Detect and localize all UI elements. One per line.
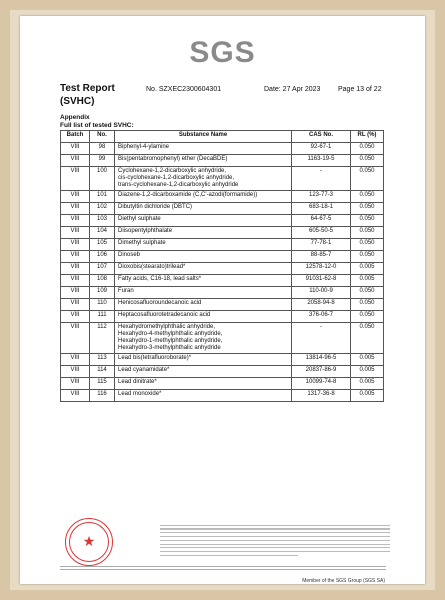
- cell-batch: VIII: [61, 390, 90, 402]
- cell-batch: VIII: [61, 251, 90, 263]
- cell-no: 101: [90, 191, 115, 203]
- cell-cas: 123-77-3: [292, 191, 351, 203]
- table-header-row: [61, 131, 384, 143]
- table-row: [61, 143, 384, 155]
- cell-no: 98: [90, 143, 115, 155]
- cell-batch: VIII: [61, 378, 90, 390]
- cell-no: 112: [90, 323, 115, 354]
- address-line-bar: [60, 569, 386, 570]
- cell-no: 102: [90, 203, 115, 215]
- cell-cas: 376-06-7: [292, 311, 351, 323]
- cell-rl: 0.050: [351, 227, 384, 239]
- table-row: [61, 203, 384, 215]
- cell-substance: Fatty acids, C16-18, lead salts*: [115, 275, 292, 287]
- cell-batch: VIII: [61, 167, 90, 191]
- fine-print-line: [160, 544, 390, 545]
- cell-no: 106: [90, 251, 115, 263]
- cell-cas: -: [292, 167, 351, 191]
- appendix-subtitle: Full list of tested SVHC:: [60, 122, 134, 129]
- table-row: [61, 215, 384, 227]
- table-row: [61, 239, 384, 251]
- cell-substance: Dinoseb: [115, 251, 292, 263]
- cell-no: 99: [90, 155, 115, 167]
- cell-cas: 110-00-9: [292, 287, 351, 299]
- cell-rl: 0.050: [351, 167, 384, 191]
- cell-cas: 10099-74-8: [292, 378, 351, 390]
- cell-rl: 0.005: [351, 390, 384, 402]
- cell-substance: Furan: [115, 287, 292, 299]
- cell-cas: 1317-36-8: [292, 390, 351, 402]
- cell-no: 114: [90, 366, 115, 378]
- table-row: [61, 323, 384, 354]
- cell-no: 115: [90, 378, 115, 390]
- cell-cas: 605-50-5: [292, 227, 351, 239]
- cell-substance: Bis(pentabromophenyl) ether (DecaBDE): [115, 155, 292, 167]
- cell-batch: VIII: [61, 203, 90, 215]
- cell-no: 105: [90, 239, 115, 251]
- page-number: Page 13 of 22: [338, 86, 382, 93]
- cell-rl: 0.050: [351, 239, 384, 251]
- cell-no: 104: [90, 227, 115, 239]
- fine-print-line: [160, 532, 390, 533]
- fine-print-line: [160, 536, 390, 537]
- cell-batch: VIII: [61, 239, 90, 251]
- cell-cas: 64-67-5: [292, 215, 351, 227]
- cell-batch: VIII: [61, 354, 90, 366]
- fine-print-line: [160, 555, 298, 556]
- report-date: Date: 27 Apr 2023: [264, 86, 321, 93]
- title-line2: (SVHC): [60, 96, 95, 107]
- cell-substance: Lead cyanamidate*: [115, 366, 292, 378]
- cell-cas: 88-85-7: [292, 251, 351, 263]
- company-seal: [65, 518, 113, 566]
- appendix-heading: [60, 114, 134, 130]
- table-row: [61, 390, 384, 402]
- cell-batch: VIII: [61, 191, 90, 203]
- cell-substance: Dibutyltin dichloride (DBTC): [115, 203, 292, 215]
- table-row: [61, 378, 384, 390]
- fine-print-line: [160, 525, 390, 526]
- cell-rl: 0.050: [351, 215, 384, 227]
- table-row: [61, 366, 384, 378]
- cell-no: 111: [90, 311, 115, 323]
- table-row: [61, 299, 384, 311]
- report-number: No. SZXEC2300604301: [146, 86, 222, 93]
- table-row: [61, 227, 384, 239]
- cell-batch: VIII: [61, 299, 90, 311]
- cell-cas: 77-78-1: [292, 239, 351, 251]
- cell-rl: 0.050: [351, 143, 384, 155]
- legal-disclaimer: [160, 522, 390, 559]
- table-row: [61, 251, 384, 263]
- cell-rl: 0.050: [351, 251, 384, 263]
- cell-no: 103: [90, 215, 115, 227]
- address-line: [60, 564, 386, 572]
- cell-substance: Dimethyl sulphate: [115, 239, 292, 251]
- col-substance: Substance Name: [115, 131, 292, 143]
- col-batch: Batch: [61, 131, 90, 143]
- title-line1: Test Report: [60, 83, 115, 94]
- cell-substance: Cyclohexane-1,2-dicarboxylic anhydride, cis-cyclohexane-1,2-dicarboxylic anhydride, trans-cyclohexane-1,2-dicarboxylic anhydride: [115, 167, 292, 191]
- table-row: [61, 191, 384, 203]
- cell-cas: 91031-62-8: [292, 275, 351, 287]
- cell-batch: VIII: [61, 323, 90, 354]
- cell-cas: -: [292, 323, 351, 354]
- cell-rl: 0.050: [351, 311, 384, 323]
- sgs-member-note: Member of the SGS Group (SGS SA): [302, 578, 385, 584]
- cell-rl: 0.050: [351, 191, 384, 203]
- cell-batch: VIII: [61, 287, 90, 299]
- cell-no: 100: [90, 167, 115, 191]
- cell-batch: VIII: [61, 275, 90, 287]
- cell-cas: 12578-12-0: [292, 263, 351, 275]
- cell-rl: 0.050: [351, 155, 384, 167]
- col-no: No.: [90, 131, 115, 143]
- cell-rl: 0.050: [351, 299, 384, 311]
- appendix-label: Appendix: [60, 114, 90, 121]
- cell-rl: 0.005: [351, 263, 384, 275]
- cell-rl: 0.050: [351, 323, 384, 354]
- table-row: [61, 263, 384, 275]
- fine-print-line: [160, 528, 390, 529]
- fine-print-line: [160, 551, 390, 552]
- col-rl: RL (%): [351, 131, 384, 143]
- cell-rl: 0.005: [351, 354, 384, 366]
- table-row: [61, 155, 384, 167]
- cell-rl: 0.005: [351, 275, 384, 287]
- cell-rl: 0.005: [351, 378, 384, 390]
- cell-substance: Hexahydromethylphthalic anhydride, Hexahydro-4-methylphthalic anhydride, Hexahydro-1-methylphthalic anhydride, Hexahydro-3-methylphthalic anhydride: [115, 323, 292, 354]
- svhc-table: [60, 130, 384, 402]
- cell-substance: Diisopentylphthalate: [115, 227, 292, 239]
- table-row: [61, 354, 384, 366]
- cell-cas: 92-67-1: [292, 143, 351, 155]
- cell-no: 108: [90, 275, 115, 287]
- cell-substance: Biphenyl-4-ylamine: [115, 143, 292, 155]
- cell-cas: 13814-96-5: [292, 354, 351, 366]
- table-row: [61, 167, 384, 191]
- cell-no: 116: [90, 390, 115, 402]
- cell-substance: Diazene-1,2-dicarboxamide (C,C'-azodi(formamide)): [115, 191, 292, 203]
- cell-batch: VIII: [61, 366, 90, 378]
- cell-substance: Dioxobis(stearato)trilead*: [115, 263, 292, 275]
- cell-rl: 0.005: [351, 366, 384, 378]
- cell-substance: Diethyl sulphate: [115, 215, 292, 227]
- cell-substance: Lead monoxide*: [115, 390, 292, 402]
- cell-substance: Heptacosafluorotetradecanoic acid: [115, 311, 292, 323]
- fine-print-line: [160, 540, 390, 541]
- cell-batch: VIII: [61, 263, 90, 275]
- cell-batch: VIII: [61, 227, 90, 239]
- cell-no: 113: [90, 354, 115, 366]
- report-title: [60, 82, 115, 108]
- cell-batch: VIII: [61, 143, 90, 155]
- cell-batch: VIII: [61, 311, 90, 323]
- document-page: [20, 16, 425, 584]
- table-row: [61, 287, 384, 299]
- table-row: [61, 275, 384, 287]
- cell-batch: VIII: [61, 215, 90, 227]
- star-icon: ★: [82, 533, 96, 549]
- cell-no: 109: [90, 287, 115, 299]
- cell-batch: VIII: [61, 155, 90, 167]
- address-line-bar: [60, 566, 386, 567]
- cell-cas: 2058-94-8: [292, 299, 351, 311]
- table-row: [61, 311, 384, 323]
- cell-substance: Henicosafluoroundecanoic acid: [115, 299, 292, 311]
- cell-rl: 0.050: [351, 287, 384, 299]
- cell-cas: 1163-19-5: [292, 155, 351, 167]
- cell-no: 107: [90, 263, 115, 275]
- sgs-logo: SGS: [189, 36, 256, 69]
- cell-substance: Lead bis(tetrafluoroborate)*: [115, 354, 292, 366]
- cell-rl: 0.050: [351, 203, 384, 215]
- cell-cas: 20837-86-9: [292, 366, 351, 378]
- cell-no: 110: [90, 299, 115, 311]
- fine-print-line: [160, 547, 390, 548]
- cell-cas: 683-18-1: [292, 203, 351, 215]
- col-cas: CAS No.: [292, 131, 351, 143]
- cell-substance: Lead dinitrate*: [115, 378, 292, 390]
